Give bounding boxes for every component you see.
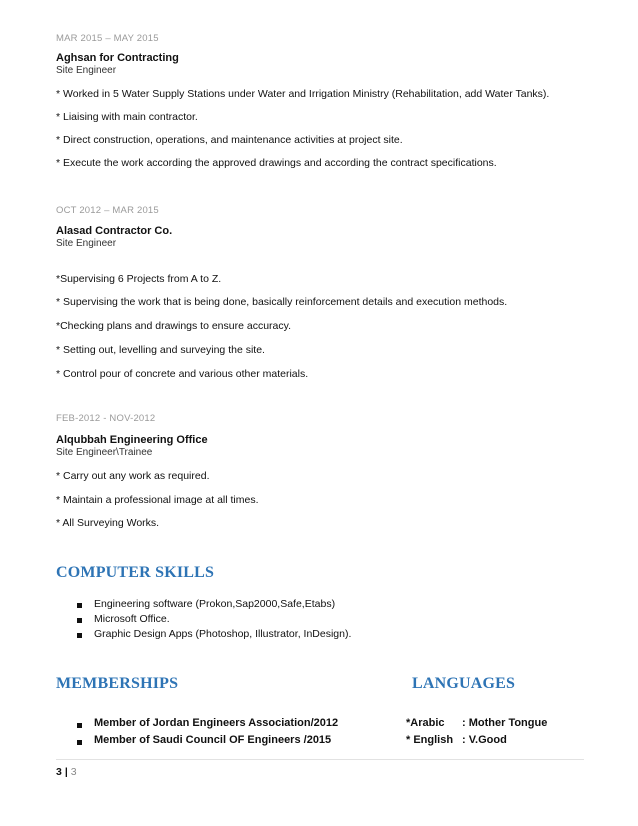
job-1-duty: * Execute the work according the approved drawings and according the contract specifications.	[56, 157, 497, 169]
job-2-duty: * Control pour of concrete and various other materials.	[56, 368, 309, 380]
language-level: : V.Good	[462, 734, 507, 746]
job-3-duty: * Carry out any work as required.	[56, 470, 210, 482]
current-page: 3	[56, 766, 62, 778]
job-1-duty: * Liaising with main contractor.	[56, 111, 198, 123]
job-1-role: Site Engineer	[56, 65, 117, 76]
membership-item: Member of Saudi Council OF Engineers /2015	[94, 734, 332, 746]
skill-item: Engineering software (Prokon,Sap2000,Safe,Etabs)	[94, 598, 336, 610]
bullet-icon	[77, 618, 82, 623]
job-1-date: MAR 2015 – MAY 2015	[56, 33, 159, 44]
computer-skills-heading: COMPUTER SKILLS	[56, 564, 215, 581]
job-3-duty: * All Surveying Works.	[56, 517, 160, 529]
footer-divider	[56, 759, 584, 760]
page-separator: |	[64, 766, 68, 778]
job-3-duty: * Maintain a professional image at all times.	[56, 494, 259, 506]
languages-heading: LANGUAGES	[412, 675, 516, 692]
job-2-role: Site Engineer	[56, 238, 117, 249]
job-3-company: Alqubbah Engineering Office	[56, 434, 208, 446]
job-1-duty: * Direct construction, operations, and maintenance activities at project site.	[56, 134, 403, 146]
job-2-duty: *Checking plans and drawings to ensure accuracy.	[56, 320, 292, 332]
total-pages: 3	[70, 766, 77, 778]
language-item	[406, 717, 547, 729]
bullet-icon	[77, 740, 82, 745]
job-3-date: FEB-2012 - NOV-2012	[56, 413, 156, 424]
job-2-duty: * Setting out, levelling and surveying the site.	[56, 344, 265, 356]
job-2-company: Alasad Contractor Co.	[56, 225, 173, 237]
job-2-duty: *Supervising 6 Projects from A to Z.	[56, 273, 222, 285]
language-level: : Mother Tongue	[462, 717, 548, 729]
job-1-company: Aghsan for Contracting	[56, 52, 179, 64]
bullet-icon	[77, 603, 82, 608]
skill-item: Microsoft Office.	[94, 613, 170, 625]
language-name: * English	[406, 734, 454, 746]
job-1-duty: * Worked in 5 Water Supply Stations under Water and Irrigation Ministry (Rehabilitation, add Water Tanks).	[56, 88, 550, 100]
bullet-icon	[77, 723, 82, 728]
job-2-duty: * Supervising the work that is being done, basically reinforcement details and execution methods.	[56, 296, 508, 308]
bullet-icon	[77, 633, 82, 638]
language-name: *Arabic	[406, 717, 445, 729]
skill-item: Graphic Design Apps (Photoshop, Illustrator, InDesign).	[94, 628, 352, 640]
job-3-role: Site Engineer\Trainee	[56, 447, 153, 458]
membership-item: Member of Jordan Engineers Association/2012	[94, 717, 339, 729]
job-2-date: OCT 2012 – MAR 2015	[56, 205, 159, 216]
memberships-heading: MEMBERSHIPS	[56, 675, 179, 692]
language-item	[406, 734, 507, 746]
page-number	[56, 766, 77, 778]
